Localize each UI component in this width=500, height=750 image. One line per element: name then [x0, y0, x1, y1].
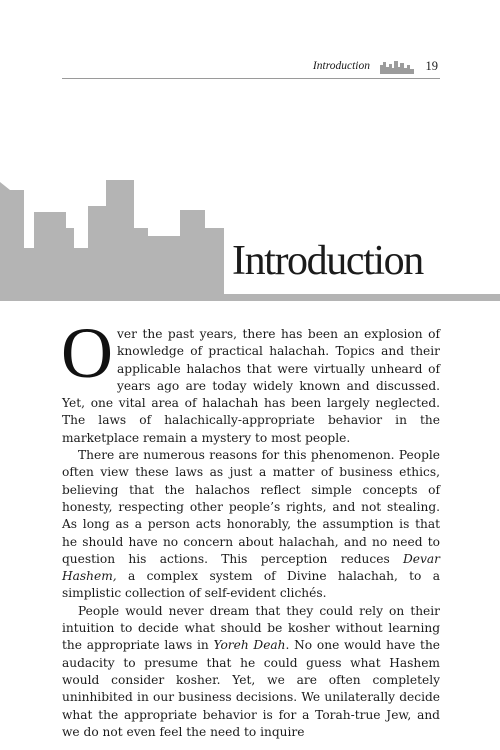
drop-cap: O	[61, 313, 113, 393]
italic-term: Yoreh Deah	[213, 638, 286, 653]
paragraph-text: There are numerous reasons for this phenomenon. People often view these laws as just a matter of business ethics, believing that the halachos reflect simple concepts of honesty, respecting other people’s rights, and not stealing. As long as a person acts honorably, the assumption is that he should have no concern about halachah, and no need to question his actions. This perception reduces	[62, 448, 440, 566]
paragraph	[62, 603, 440, 741]
running-head	[62, 58, 440, 79]
running-title: Introduction	[312, 60, 370, 72]
paragraph-text: ver the past years, there has been an explosion of knowledge of practical halachah. Topics and their applicable halachos that were virtually unheard of years ago are today widely known and discussed. Yet, one vital area of halachah has been largely neglected. The laws of halachically-appropriate behavior in the marketplace remain a mystery to most people.	[62, 327, 440, 445]
paragraph	[61, 313, 440, 447]
paragraph	[62, 447, 440, 603]
chapter-title: Introduction	[232, 238, 423, 284]
italic-term: Devar Hashem,	[62, 551, 440, 584]
paragraph-text: People would never dream that they could rely on their intuition to decide what should be kosher without learning the appropriate laws in	[62, 603, 440, 653]
city-skyline-icon	[380, 58, 414, 74]
page-number: 19	[425, 59, 438, 73]
body-text	[61, 313, 441, 741]
paragraph-text: . No one would have the audacity to presume that he could guess what Hashem would consider kosher. Yet, we are often completely uninhibited in our business decisions. We unilaterally decide what the appropriate behavior is for a Torah-true Jew, and we do not even feel the need to inquire	[62, 638, 441, 739]
paragraph-text: a complex system of Divine halachah, to a simplistic collection of self-evident clichés.	[62, 569, 440, 601]
